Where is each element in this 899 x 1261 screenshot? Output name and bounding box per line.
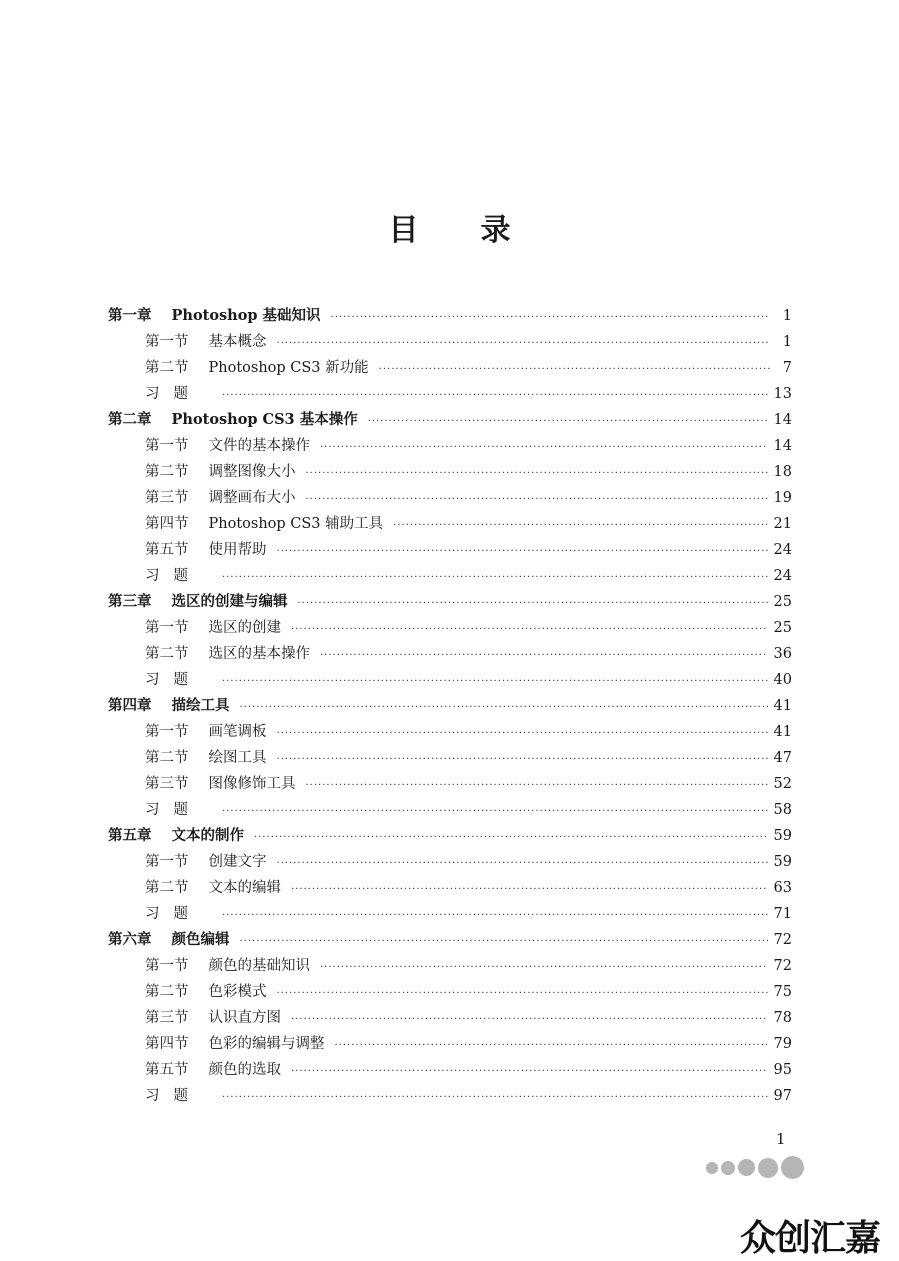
toc-label: 第一节 bbox=[145, 438, 189, 454]
toc-page-number: 95 bbox=[773, 1062, 792, 1078]
toc-label: 第一节 bbox=[145, 854, 189, 870]
toc-page-number: 75 bbox=[773, 984, 792, 1000]
dot-leader bbox=[277, 981, 768, 1007]
toc-label: 第四节 bbox=[145, 516, 189, 532]
toc-page-number: 72 bbox=[773, 958, 792, 974]
decorative-dots bbox=[706, 1156, 807, 1179]
toc-label: 第三节 bbox=[145, 776, 189, 792]
toc-section-row bbox=[108, 771, 792, 797]
toc-page-number: 52 bbox=[773, 776, 792, 792]
toc-page-number: 14 bbox=[773, 412, 792, 428]
toc-exercise-row bbox=[108, 797, 792, 823]
toc-label: 第四章 bbox=[108, 697, 152, 714]
toc-page-number: 25 bbox=[773, 594, 792, 610]
toc-title: 描绘工具 bbox=[171, 697, 230, 714]
toc-label: 第二节 bbox=[145, 880, 189, 896]
toc-title: 选区的基本操作 bbox=[208, 646, 310, 662]
toc-title: 创建文字 bbox=[208, 854, 267, 870]
toc-label: 第二节 bbox=[145, 464, 189, 480]
dot-leader bbox=[222, 903, 768, 929]
dot-leader bbox=[331, 305, 770, 331]
toc-label: 习题 bbox=[145, 672, 202, 688]
toc-chapter-row bbox=[108, 693, 792, 719]
toc-chapter-row bbox=[108, 927, 792, 953]
toc-chapter-row bbox=[108, 303, 792, 329]
toc-title: 颜色的选取 bbox=[208, 1062, 281, 1078]
toc-section-row bbox=[108, 1057, 792, 1083]
dot-leader bbox=[240, 929, 768, 955]
toc-title: 图像修饰工具 bbox=[208, 776, 296, 792]
toc-label: 第一章 bbox=[108, 307, 152, 324]
toc-page-number: 36 bbox=[773, 646, 792, 662]
dot-icon bbox=[758, 1158, 778, 1178]
toc-page-number: 41 bbox=[773, 724, 792, 740]
toc-title: 基本概念 bbox=[208, 334, 267, 350]
dot-leader bbox=[320, 435, 768, 461]
dot-leader bbox=[298, 591, 768, 617]
toc-page-number: 25 bbox=[773, 620, 792, 636]
toc-title: 色彩的编辑与调整 bbox=[208, 1036, 325, 1052]
toc-title: 画笔调板 bbox=[208, 724, 267, 740]
dot-leader bbox=[254, 825, 768, 851]
toc-page-number: 13 bbox=[773, 386, 792, 402]
toc-section-row bbox=[108, 849, 792, 875]
toc-title: Photoshop CS3 辅助工具 bbox=[208, 516, 384, 532]
toc-section-row bbox=[108, 511, 792, 537]
toc-page-number: 47 bbox=[773, 750, 792, 766]
dot-leader bbox=[306, 773, 768, 799]
toc-section-row bbox=[108, 355, 792, 381]
toc-label: 第五节 bbox=[145, 1062, 189, 1078]
dot-leader bbox=[277, 851, 768, 877]
dot-leader bbox=[291, 617, 768, 643]
toc-page-number: 59 bbox=[773, 854, 792, 870]
dot-leader bbox=[320, 955, 768, 981]
toc-section-row bbox=[108, 537, 792, 563]
toc-label: 习题 bbox=[145, 802, 202, 818]
toc-label: 第四节 bbox=[145, 1036, 189, 1052]
toc-title: 色彩模式 bbox=[208, 984, 267, 1000]
toc-section-row bbox=[108, 719, 792, 745]
dot-leader bbox=[277, 721, 768, 747]
dot-leader bbox=[291, 1059, 768, 1085]
toc-page-number: 19 bbox=[773, 490, 792, 506]
toc-section-row bbox=[108, 745, 792, 771]
dot-leader bbox=[277, 539, 768, 565]
toc-title: Photoshop 基础知识 bbox=[171, 307, 321, 324]
toc-page-number: 7 bbox=[782, 360, 792, 376]
toc-label: 习题 bbox=[145, 906, 202, 922]
toc-title: 文本的编辑 bbox=[208, 880, 281, 896]
toc-section-row bbox=[108, 1005, 792, 1031]
toc-title: 使用帮助 bbox=[208, 542, 267, 558]
toc-label: 第三章 bbox=[108, 593, 152, 610]
toc-page-number: 78 bbox=[773, 1010, 792, 1026]
dot-leader bbox=[222, 565, 768, 591]
toc-label: 第一节 bbox=[145, 620, 189, 636]
toc-label: 习题 bbox=[145, 1088, 202, 1104]
toc-page-number: 63 bbox=[773, 880, 792, 896]
dot-icon bbox=[781, 1156, 804, 1179]
toc-chapter-row bbox=[108, 407, 792, 433]
dot-leader bbox=[240, 695, 768, 721]
toc-section-row bbox=[108, 433, 792, 459]
toc-label: 第三节 bbox=[145, 1010, 189, 1026]
toc-page-number: 71 bbox=[773, 906, 792, 922]
toc-title: 选区的创建 bbox=[208, 620, 281, 636]
toc-page-number: 97 bbox=[773, 1088, 792, 1104]
dot-leader bbox=[222, 669, 768, 695]
watermark-logo: 众创汇嘉 bbox=[740, 1218, 881, 1259]
dot-leader bbox=[277, 747, 768, 773]
toc-section-row bbox=[108, 615, 792, 641]
toc-section-row bbox=[108, 329, 792, 355]
dot-icon bbox=[721, 1161, 735, 1175]
dot-leader bbox=[335, 1033, 768, 1059]
toc-page-number: 18 bbox=[773, 464, 792, 480]
dot-leader bbox=[222, 799, 768, 825]
toc-section-row bbox=[108, 875, 792, 901]
dot-leader bbox=[222, 383, 768, 409]
toc-title: Photoshop CS3 新功能 bbox=[208, 360, 369, 376]
toc-page-number: 59 bbox=[773, 828, 792, 844]
toc-label: 习题 bbox=[145, 568, 202, 584]
table-of-contents bbox=[108, 303, 792, 1109]
toc-section-row bbox=[108, 979, 792, 1005]
toc-label: 第一节 bbox=[145, 334, 189, 350]
toc-label: 第五章 bbox=[108, 827, 152, 844]
dot-leader bbox=[291, 1007, 768, 1033]
toc-section-row bbox=[108, 485, 792, 511]
toc-section-row bbox=[108, 641, 792, 667]
toc-label: 第一节 bbox=[145, 724, 189, 740]
title-char-1: 目 bbox=[388, 213, 419, 248]
toc-page-number: 72 bbox=[773, 932, 792, 948]
toc-exercise-row bbox=[108, 901, 792, 927]
toc-title: 认识直方图 bbox=[208, 1010, 281, 1026]
dot-leader bbox=[306, 487, 768, 513]
dot-leader bbox=[222, 1085, 768, 1111]
toc-label: 第一节 bbox=[145, 958, 189, 974]
toc-title: 颜色编辑 bbox=[171, 931, 230, 948]
dot-leader bbox=[291, 877, 768, 903]
toc-page-number: 21 bbox=[773, 516, 792, 532]
dot-icon bbox=[738, 1159, 755, 1176]
page-number: 1 bbox=[776, 1130, 786, 1148]
toc-page-number: 14 bbox=[773, 438, 792, 454]
toc-title: Photoshop CS3 基本操作 bbox=[171, 411, 358, 428]
toc-label: 第五节 bbox=[145, 542, 189, 558]
toc-title: 调整图像大小 bbox=[208, 464, 296, 480]
toc-title: 绘图工具 bbox=[208, 750, 267, 766]
toc-title: 文本的制作 bbox=[171, 827, 244, 844]
dot-leader bbox=[379, 357, 770, 383]
toc-section-row bbox=[108, 1031, 792, 1057]
toc-page-number: 24 bbox=[773, 568, 792, 584]
toc-page-number: 1 bbox=[782, 334, 792, 350]
toc-label: 第三节 bbox=[145, 490, 189, 506]
toc-label: 第二章 bbox=[108, 411, 152, 428]
dot-leader bbox=[277, 331, 771, 357]
dot-leader bbox=[320, 643, 768, 669]
toc-chapter-row bbox=[108, 589, 792, 615]
dot-leader bbox=[306, 461, 768, 487]
toc-section-row bbox=[108, 459, 792, 485]
dot-leader bbox=[393, 513, 767, 539]
toc-title: 调整画布大小 bbox=[208, 490, 296, 506]
dot-icon bbox=[706, 1162, 718, 1174]
toc-page-number: 40 bbox=[773, 672, 792, 688]
toc-label: 第二节 bbox=[145, 646, 189, 662]
toc-chapter-row bbox=[108, 823, 792, 849]
toc-title: 选区的创建与编辑 bbox=[171, 593, 288, 610]
toc-exercise-row bbox=[108, 1083, 792, 1109]
toc-page-number: 41 bbox=[773, 698, 792, 714]
toc-label: 第二节 bbox=[145, 984, 189, 1000]
toc-page-number: 1 bbox=[782, 308, 792, 324]
toc-exercise-row bbox=[108, 381, 792, 407]
toc-page-number: 58 bbox=[773, 802, 792, 818]
toc-title: 文件的基本操作 bbox=[208, 438, 310, 454]
toc-section-row bbox=[108, 953, 792, 979]
toc-label: 习题 bbox=[145, 386, 202, 402]
toc-exercise-row bbox=[108, 667, 792, 693]
page-title bbox=[0, 205, 899, 249]
dot-leader bbox=[368, 409, 768, 435]
toc-page-number: 24 bbox=[773, 542, 792, 558]
toc-label: 第六章 bbox=[108, 931, 152, 948]
toc-label: 第二节 bbox=[145, 360, 189, 376]
toc-title: 颜色的基础知识 bbox=[208, 958, 310, 974]
toc-exercise-row bbox=[108, 563, 792, 589]
title-char-2: 录 bbox=[480, 213, 511, 248]
toc-label: 第二节 bbox=[145, 750, 189, 766]
toc-page-number: 79 bbox=[773, 1036, 792, 1052]
